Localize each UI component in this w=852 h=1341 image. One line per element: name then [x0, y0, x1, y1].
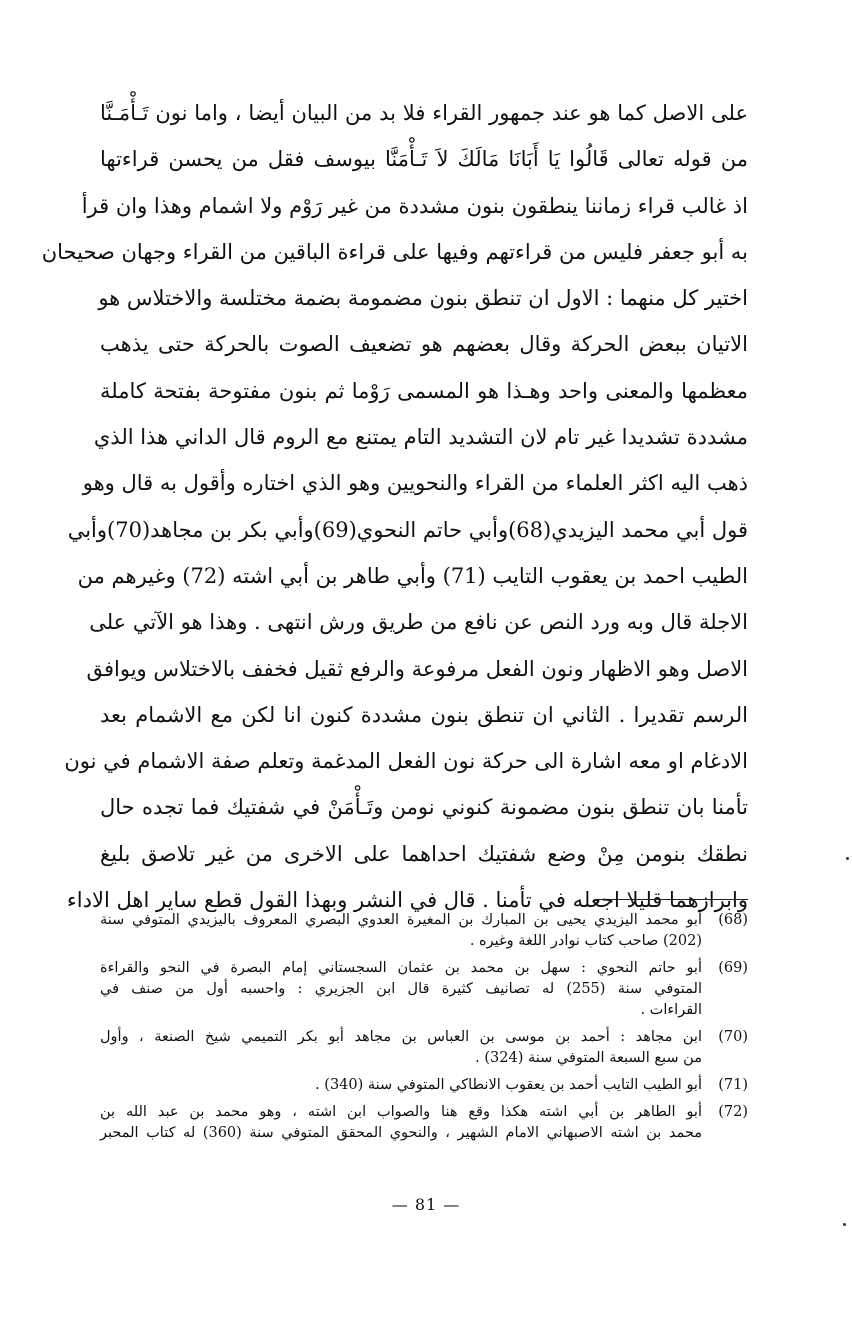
- footnote-number: (69): [718, 960, 748, 976]
- body-line: من قوله تعالى قَالُوا يَا أَبَانَا مَالَكَ لاَ تَـأْمَنَّا بيوسف فقل من يحسن قراءتها: [100, 147, 748, 172]
- footnote-line: أبو الطاهر بن أبي اشته هكذا وقع هنا والصواب ابن اشته ، وهو محمد بن عبد الله بن: [100, 1104, 702, 1120]
- footnote-text: [100, 1102, 702, 1144]
- footnote-line: أبو الطيب التايب أحمد بن يعقوب الانطاكي المتوفي سنة (340) .: [315, 1077, 702, 1093]
- body-line: الاجلة قال وبه ورد النص عن نافع من طريق ورش انتهى . وهذا هو الآتي على: [89, 610, 748, 635]
- body-line: قول أبي محمد اليزيدي(68)وأبي حاتم النحوي(69)وأبي بكر بن مجاهد(70)وأبي: [67, 517, 748, 542]
- body-line: الرسم تقديرا . الثاني ان تنطق بنون مشددة كنون انا لكن مع الاشمام بعد: [100, 702, 748, 727]
- footnote-70: [100, 1027, 748, 1069]
- body-line: الاتيان ببعض الحركة وقال بعضهم هو تضعيف الصوت بالحركة حتى يذهب: [100, 332, 748, 357]
- footnote-68: [100, 910, 748, 952]
- footnote-number: (71): [718, 1077, 748, 1093]
- footnote-text: [100, 958, 702, 1021]
- footnote-line: من سبع السبعة المتوفي سنة (324) .: [475, 1050, 702, 1066]
- footnote-line: ابن مجاهد : أحمد بن موسى بن العباس بن مجاهد أبو بكر التميمي شيخ الصنعة ، وأول: [100, 1029, 702, 1045]
- footnote-number: (70): [718, 1029, 748, 1045]
- body-line: وابرازهما قليلا اجعله في تأمنا . قال في النشر وبهذا القول قطع ساير اهل الاداء: [66, 888, 748, 913]
- footnote-number: (72): [718, 1104, 748, 1120]
- body-line: معظمها والمعنى واحد وهـذا هو المسمى رَوْما ثم بنون مفتوحة بفتحة كاملة: [100, 378, 748, 403]
- body-line: الادغام او معه اشارة الى حركة نون الفعل المدغمة وتعلم صفة الاشمام في نون: [64, 749, 748, 774]
- footnote-text: [100, 910, 702, 952]
- footnote-72: [100, 1102, 748, 1144]
- footnote-line: أبو حاتم النحوي : سهل بن محمد بن عثمان السجستاني إمام البصرة في النحو والقراءة: [100, 960, 702, 976]
- footnote-text: [100, 1027, 702, 1069]
- main-text-block: [41, 90, 748, 923]
- body-line: الطيب احمد بن يعقوب التايب (71) وأبي طاهر بن أبي اشته (72) وغيرهم من: [77, 563, 748, 588]
- body-line: اذ غالب قراء زماننا ينطقون بنون مشددة من غير رَوْم ولا اشمام وهذا وان قرأ: [81, 193, 748, 218]
- footnote-line: المتوفي سنة (255) له تصانيف كثيرة قال ابن الجزيري : واحسبه أول من صنف في: [100, 981, 703, 997]
- footnotes-section: [100, 910, 748, 1150]
- footnote-line: أبو محمد اليزيدي يحيى بن المبارك بن المغيرة العدوي البصري المعروف باليزيدي المتوفي سنة: [100, 912, 702, 928]
- footnote-number: (68): [718, 912, 748, 928]
- scan-speck: [843, 1223, 846, 1226]
- body-line: به أبو جعفر فليس من قراءتهم وفيها على قراءة الباقين من القراء وجهان صحيحان: [41, 239, 748, 264]
- footnote-line: (202) صاحب كتاب نوادر اللغة وغيره .: [469, 933, 702, 949]
- footnote-line: محمد بن اشته الاصبهاني الامام الشهير ، والنحوي المحقق المتوفي سنة (360) له كتاب المحبر: [100, 1125, 702, 1141]
- footnote-line: القراءات .: [640, 1002, 702, 1018]
- page-number: — 81 —: [391, 1195, 461, 1214]
- footnote-71: [100, 1075, 748, 1096]
- scan-speck: [846, 857, 849, 860]
- body-line: تأمنا بان تنطق بنون مضمونة كنوني نومن وتَـأْمَنْ في شفتيك فما تجده حال: [100, 795, 748, 820]
- footnote-69: [100, 958, 748, 1021]
- body-line: مشددة تشديدا غير تام لان التشديد التام يمتنع مع الروم قال الداني هذا الذي: [93, 425, 748, 450]
- body-line: اختير كل منهما : الاول ان تنطق بنون مضمومة بضمة مختلسة والاختلاس هو: [98, 286, 748, 311]
- body-line: على الاصل كما هو عند جمهور القراء فلا بد من البيان أيضا ، واما نون تَـأْمَـنَّا: [100, 101, 748, 125]
- footnote-text: [100, 1075, 702, 1096]
- body-line: ذهب اليه اكثر العلماء من القراء والنحويين وهو الذي اختاره وأقول به قال وهو: [82, 471, 748, 496]
- body-line: الاصل وهو الاظهار ونون الفعل مرفوعة والرفع ثقيل فخفف بالاختلاس ويوافق: [86, 656, 748, 681]
- footnote-divider: [596, 899, 748, 900]
- body-line: نطقك بنومن مِنْ وضع شفتيك احداهما على الاخرى من غير تلاصق بليغ: [100, 841, 748, 866]
